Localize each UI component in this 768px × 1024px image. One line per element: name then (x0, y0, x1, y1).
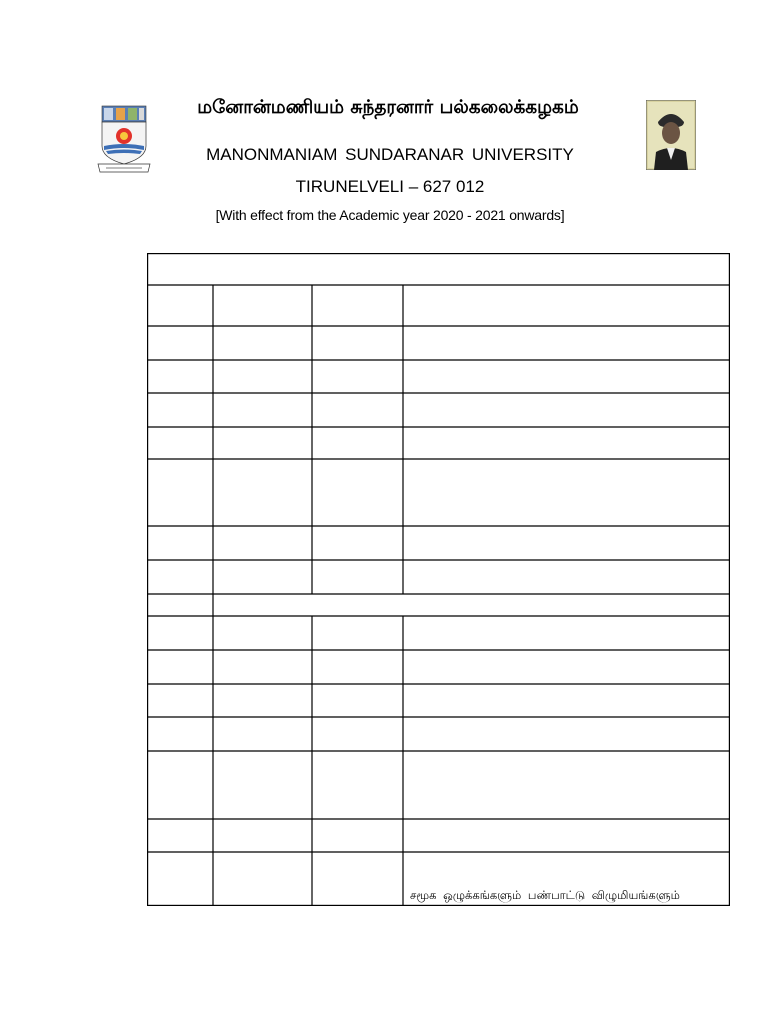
university-city: TIRUNELVELI – 627 012 (295, 177, 485, 196)
tamil-university-title: மனோன்மணியம் சுந்தரனார் பல்கலைக்கழகம் (197, 97, 579, 118)
founder-portrait (646, 100, 696, 170)
university-logo (96, 102, 152, 176)
table-cell-text: சமூக ஒழுக்கங்களும் பண்பாட்டு விழுமியங்களும் (410, 888, 680, 902)
university-name: MANONMANIAM SUNDARANAR UNIVERSITY (206, 145, 574, 164)
effect-note: [With effect from the Academic year 2020 - 2021 onwards] (215, 207, 565, 223)
course-table-lines (147, 253, 730, 906)
course-table (147, 253, 730, 906)
